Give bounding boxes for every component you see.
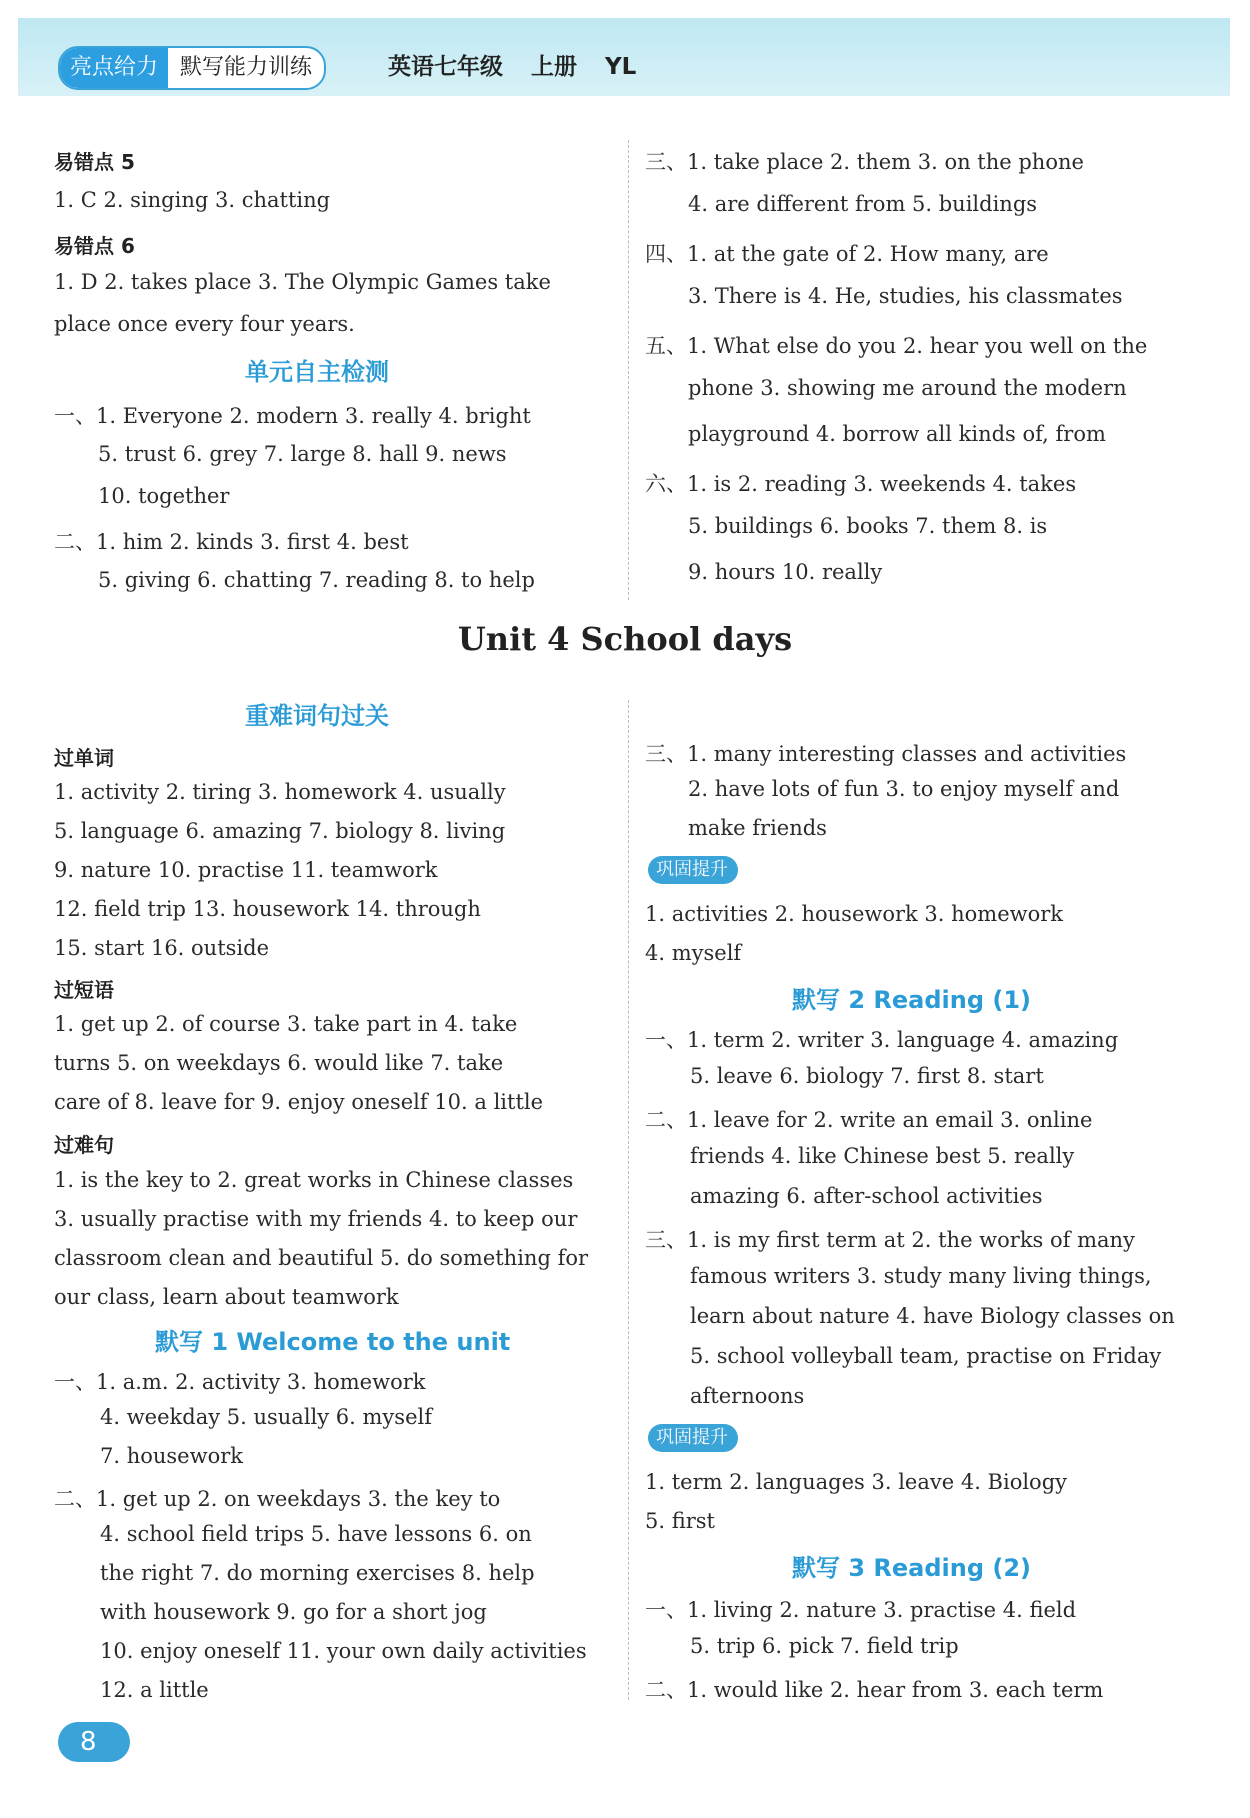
- column-divider: [628, 700, 629, 1700]
- section-heading: 重难词句过关: [245, 702, 389, 730]
- section-heading: 默写 3 Reading (2): [792, 1554, 1032, 1582]
- answer-line: 三、1. many interesting classes and activities: [645, 742, 1127, 766]
- answer-line: 三、1. is my first term at 2. the works of many: [645, 1228, 1135, 1252]
- answer-line: 1. activities 2. housework 3. homework: [645, 902, 1064, 926]
- answer-line: 1. get up 2. of course 3. take part in 4. take: [54, 1012, 518, 1036]
- answer-line: 1. term 2. languages 3. leave 4. Biology: [645, 1470, 1067, 1494]
- answer-line: 9. nature 10. practise 11. teamwork: [54, 858, 438, 882]
- answer-line: 5. language 6. amazing 7. biology 8. living: [54, 819, 506, 843]
- answer-line: 1. D 2. takes place 3. The Olympic Games take: [54, 270, 551, 294]
- consolidation-badge: [648, 1424, 738, 1452]
- answer-line: 12. field trip 13. housework 14. through: [54, 897, 481, 921]
- answer-line: 15. start 16. outside: [54, 936, 270, 960]
- answer-line: 1. activity 2. tiring 3. homework 4. usually: [54, 780, 506, 804]
- answer-line: 5. school volleyball team, practise on Friday: [690, 1344, 1162, 1368]
- badge-label: 巩固提升: [656, 1427, 728, 1448]
- unit-title: Unit 4 School days: [457, 620, 793, 658]
- section-label: 过短语: [54, 978, 114, 1002]
- answer-line: 5. leave 6. biology 7. first 8. start: [690, 1064, 1044, 1088]
- consolidation-badge: [648, 856, 738, 884]
- section-heading: 单元自主检测: [245, 358, 389, 386]
- answer-line: make friends: [688, 816, 827, 840]
- answer-line: 4. are different from 5. buildings: [688, 192, 1038, 216]
- answer-line: phone 3. showing me around the modern: [688, 376, 1127, 400]
- answer-line: 五、1. What else do you 2. hear you well on the: [645, 334, 1148, 358]
- section-heading: 默写 1 Welcome to the unit: [155, 1328, 511, 1356]
- answer-line: 5. trust 6. grey 7. large 8. hall 9. news: [98, 442, 507, 466]
- series-badge: [58, 46, 326, 90]
- answer-line: 二、1. get up 2. on weekdays 3. the key to: [54, 1487, 501, 1511]
- series-label: 默写能力训练: [180, 55, 313, 80]
- answer-line: 二、1. leave for 2. write an email 3. online: [645, 1108, 1093, 1132]
- page-header: [18, 18, 1230, 96]
- answer-line: our class, learn about teamwork: [54, 1285, 399, 1309]
- book-info: 英语七年级 上册 YL: [388, 54, 637, 80]
- brand-label: 亮点给力: [60, 48, 168, 88]
- answer-line: 5. buildings 6. books 7. them 8. is: [688, 514, 1048, 538]
- answer-line: care of 8. leave for 9. enjoy oneself 10. a little: [54, 1090, 544, 1114]
- page-number: 8: [58, 1722, 130, 1762]
- answer-line: 六、1. is 2. reading 3. weekends 4. takes: [645, 472, 1077, 496]
- answer-line: 四、1. at the gate of 2. How many, are: [645, 242, 1049, 266]
- answer-line: 9. hours 10. really: [688, 560, 883, 584]
- section-heading: 默写 2 Reading (1): [792, 986, 1032, 1014]
- answer-line: friends 4. like Chinese best 5. really: [690, 1144, 1075, 1168]
- answer-line: 10. together: [98, 484, 230, 508]
- answer-line: 5. first: [645, 1509, 715, 1533]
- answer-line: 5. giving 6. chatting 7. reading 8. to help: [98, 568, 535, 592]
- badge-label: 巩固提升: [656, 859, 728, 880]
- answer-line: 10. enjoy oneself 11. your own daily activities: [100, 1639, 587, 1663]
- section-label: 易错点 5: [54, 150, 135, 174]
- section-label: 过单词: [54, 746, 114, 770]
- answer-line: 4. school field trips 5. have lessons 6. on: [100, 1522, 532, 1546]
- answer-line: 5. trip 6. pick 7. field trip: [690, 1634, 959, 1658]
- answer-line: the right 7. do morning exercises 8. help: [100, 1561, 535, 1585]
- answer-line: classroom clean and beautiful 5. do something for: [54, 1246, 589, 1270]
- answer-line: 3. usually practise with my friends 4. to keep our: [54, 1207, 578, 1231]
- answer-line: famous writers 3. study many living things,: [690, 1264, 1152, 1288]
- answer-line: 二、1. would like 2. hear from 3. each term: [645, 1678, 1104, 1702]
- answer-line: turns 5. on weekdays 6. would like 7. take: [54, 1051, 504, 1075]
- answer-line: 一、1. Everyone 2. modern 3. really 4. bright: [54, 404, 531, 428]
- answer-line: 7. housework: [100, 1444, 243, 1468]
- answer-line: playground 4. borrow all kinds of, from: [688, 422, 1106, 446]
- answer-line: 二、1. him 2. kinds 3. first 4. best: [54, 530, 409, 554]
- answer-line: amazing 6. after-school activities: [690, 1184, 1043, 1208]
- answer-line: with housework 9. go for a short jog: [100, 1600, 487, 1624]
- answer-line: 一、1. living 2. nature 3. practise 4. field: [645, 1598, 1077, 1622]
- answer-line: 4. weekday 5. usually 6. myself: [100, 1405, 432, 1429]
- answer-line: 12. a little: [100, 1678, 209, 1702]
- answer-line: 1. C 2. singing 3. chatting: [54, 188, 331, 212]
- answer-line: 一、1. term 2. writer 3. language 4. amazing: [645, 1028, 1119, 1052]
- answer-line: place once every four years.: [54, 312, 355, 336]
- answer-line: learn about nature 4. have Biology classes on: [690, 1304, 1175, 1328]
- answer-line: 3. There is 4. He, studies, his classmates: [688, 284, 1123, 308]
- column-divider: [628, 140, 629, 600]
- answer-line: 三、1. take place 2. them 3. on the phone: [645, 150, 1084, 174]
- answer-line: 一、1. a.m. 2. activity 3. homework: [54, 1370, 426, 1394]
- answer-line: 1. is the key to 2. great works in Chinese classes: [54, 1168, 574, 1192]
- section-label: 易错点 6: [54, 234, 135, 258]
- section-label: 过难句: [54, 1133, 114, 1157]
- answer-line: 4. myself: [645, 941, 742, 965]
- answer-line: 2. have lots of fun 3. to enjoy myself and: [688, 777, 1120, 801]
- answer-line: afternoons: [690, 1384, 805, 1408]
